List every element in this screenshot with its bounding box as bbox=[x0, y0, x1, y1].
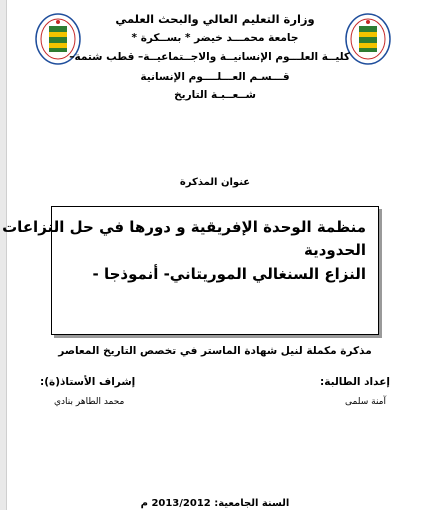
university-heading: جامعة محمـــد خيضر * بســكرة * bbox=[131, 32, 299, 44]
branch-heading: شــعــبـة التاريخ bbox=[174, 89, 256, 101]
supervision-label: إشراف الأستاذ(ة): bbox=[40, 376, 136, 388]
memo-description: مذكرة مكملة لنيل شهادة الماستر في تخصص التاريخ المعاصر bbox=[58, 345, 372, 357]
thesis-title-line-3: النزاع السنغالي الموريتاني- أنموذجا - bbox=[92, 265, 366, 283]
thesis-title-line-1: منظمة الوحدة الإفريقية و دورها في حل النزاعات bbox=[2, 218, 366, 236]
subject-label: عنوان المذكرة bbox=[179, 177, 251, 188]
faculty-heading: كليــة العلـــوم الإنسانيــة والاجــتماعيــة– قطب شتمة– bbox=[69, 51, 350, 63]
professor-name: محمد الطاهر بنادي bbox=[54, 397, 125, 407]
student-name: آمنة سلمى bbox=[345, 397, 386, 407]
academic-year: السنة الجامعية: 2013/2012 م bbox=[140, 498, 290, 509]
preparation-label: إعداد الطالبة: bbox=[320, 376, 390, 388]
department-heading: قـــسـم العـــلــــوم الإنسانية bbox=[140, 71, 290, 83]
page-edge bbox=[0, 0, 7, 510]
university-emblem-icon bbox=[344, 12, 392, 66]
ministry-heading: وزارة التعليم العالي والبحث العلمي bbox=[115, 12, 315, 26]
thesis-title-line-2: الحدودية bbox=[304, 241, 366, 259]
thesis-title-box bbox=[2, 206, 379, 335]
